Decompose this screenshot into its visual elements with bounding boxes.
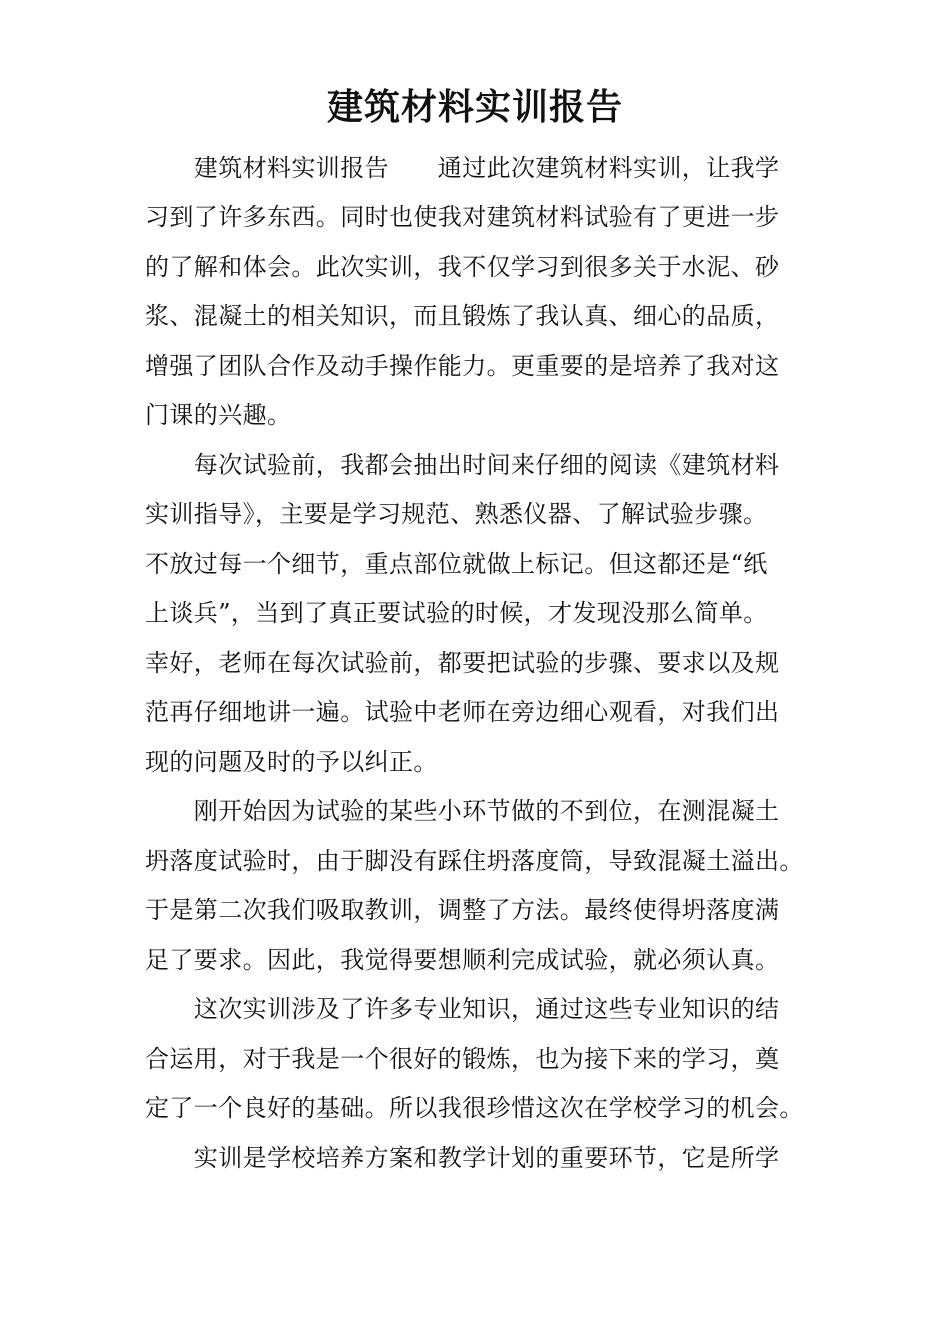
body-line: 实训是学校培养方案和教学计划的重要环节，它是所学 — [145, 1144, 780, 1172]
body-line: 浆、混凝土的相关知识，而且锻炼了我认真、细心的品质， — [145, 302, 780, 330]
body-line: 足了要求。因此，我觉得要想顺利完成试验，就必须认真。 — [145, 946, 780, 974]
body-line: 建筑材料实训报告 通过此次建筑材料实训，让我学 — [145, 154, 780, 182]
body-line: 习到了许多东西。同时也使我对建筑材料试验有了更进一步 — [145, 203, 780, 231]
body-line: 增强了团队合作及动手操作能力。更重要的是培养了我对这 — [145, 352, 780, 380]
body-line: 的了解和体会。此次实训，我不仅学习到很多关于水泥、砂 — [145, 253, 780, 281]
body-line: 合运用，对于我是一个很好的锻炼，也为接下来的学习，奠 — [145, 1045, 780, 1073]
body-line: 上谈兵”，当到了真正要试验的时候，才发现没那么简单。 — [145, 599, 768, 627]
body-line: 每次试验前，我都会抽出时间来仔细的阅读《建筑材料 — [145, 451, 780, 479]
document-title: 建筑材料实训报告 — [326, 86, 623, 128]
body-line: 坍落度试验时，由于脚没有踩住坍落度筒，导致混凝土溢出。 — [145, 847, 804, 875]
body-line: 实训指导》，主要是学习规范、熟悉仪器、了解试验步骤。 — [145, 500, 768, 528]
body-line: 门课的兴趣。 — [145, 401, 292, 429]
body-line: 不放过每一个细节，重点部位就做上标记。但这都还是“纸 — [145, 550, 768, 578]
body-line: 刚开始因为试验的某些小环节做的不到位，在测混凝土 — [145, 797, 780, 825]
body-line: 定了一个良好的基础。所以我很珍惜这次在学校学习的机会。 — [145, 1094, 804, 1122]
body-line: 这次实训涉及了许多专业知识，通过这些专业知识的结 — [145, 995, 780, 1023]
body-line: 现的问题及时的予以纠正。 — [145, 748, 438, 776]
body-line: 于是第二次我们吸取教训，调整了方法。最终使得坍落度满 — [145, 896, 780, 924]
body-line: 幸好，老师在每次试验前，都要把试验的步骤、要求以及规 — [145, 649, 780, 677]
body-line: 范再仔细地讲一遍。试验中老师在旁边细心观看，对我们出 — [145, 698, 780, 726]
